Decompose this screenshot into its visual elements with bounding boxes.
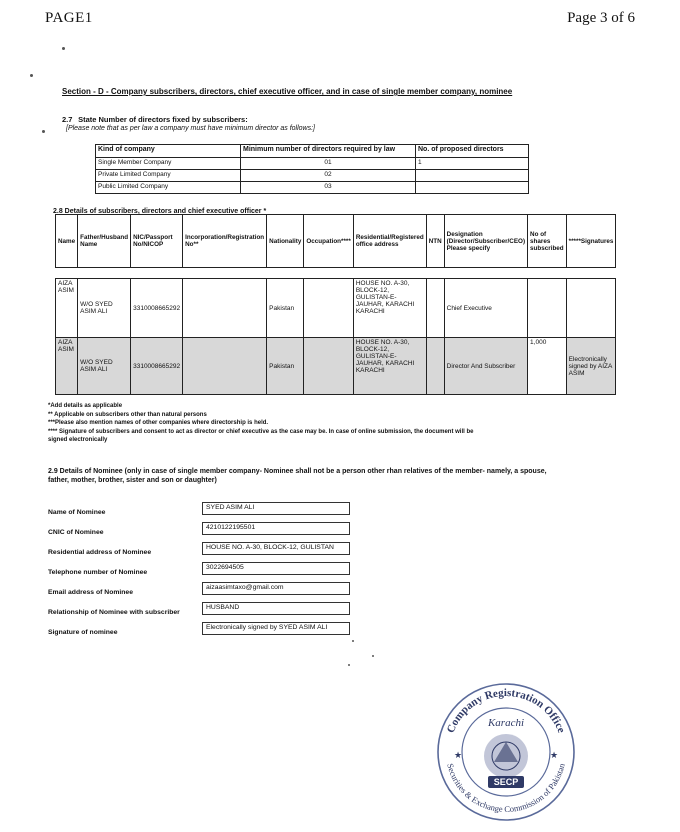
table-cell: HOUSE NO. A-30, BLOCK-12, GULISTAN-E-JAUHAR, KARACHI KARACHI xyxy=(353,338,426,395)
table-header-row xyxy=(96,145,529,158)
section-2-7-number: 2.7 xyxy=(62,115,73,124)
nominee-relationship-label: Relationship of Nominee with subscriber xyxy=(48,609,180,616)
star-icon: ★ xyxy=(454,750,463,760)
table-header: Name xyxy=(56,215,78,268)
table-cell xyxy=(528,279,567,338)
footnote: ***Please also mention names of other companies where directorship is held. xyxy=(48,420,269,426)
table-cell: Pakistan xyxy=(267,279,304,338)
table-header-row xyxy=(56,215,616,268)
table-cell: W/O SYED ASIM ALI xyxy=(78,338,131,395)
section-2-8-title: 2.8 Details of subscribers, directors and chief executive officer * xyxy=(53,208,267,215)
nominee-phone-label: Telephone number of Nominee xyxy=(48,569,148,576)
table-cell: Chief Executive xyxy=(444,279,527,338)
table-header: Designation (Director/Subscriber/CEO) Please specify xyxy=(444,215,527,268)
nominee-relationship-field: HUSBAND xyxy=(202,602,350,615)
table-header: Father/Husband Name xyxy=(78,215,131,268)
table-cell: 1,000 xyxy=(528,338,567,395)
nominee-cnic-field: 4210122195501 xyxy=(202,522,350,535)
seal-city-text: Karachi xyxy=(487,717,525,729)
table-cell: 01 xyxy=(241,158,416,170)
nominee-name-label: Name of Nominee xyxy=(48,509,106,516)
seal-emblem-icon xyxy=(484,734,528,778)
nominee-email-field: aizaasimtaxo@gmail.com xyxy=(202,582,350,595)
table-cell: AIZA ASIM xyxy=(56,338,78,395)
table-header: Minimum number of directors required by law xyxy=(241,145,416,158)
table-cell xyxy=(56,268,616,279)
stray-mark xyxy=(352,640,354,642)
table-header: No. of proposed directors xyxy=(416,145,529,158)
table-header: No of shares subscribed xyxy=(528,215,567,268)
table-header: *****Signatures xyxy=(566,215,616,268)
table-cell: Pakistan xyxy=(267,338,304,395)
table-cell: Single Member Company xyxy=(96,158,241,170)
subscribers-table xyxy=(55,214,616,395)
table-cell: AIZA ASIM xyxy=(56,279,78,338)
table-row xyxy=(56,279,616,338)
page-label: PAGE1 xyxy=(45,10,93,26)
table-cell xyxy=(183,279,267,338)
table-header: Nationality xyxy=(267,215,304,268)
table-cell: 03 xyxy=(241,182,416,194)
seal-bottom-text: Securities & Exchange Commission of Pakistan xyxy=(445,762,567,815)
table-cell xyxy=(426,279,444,338)
stray-mark xyxy=(62,47,65,50)
stray-mark xyxy=(372,655,374,657)
table-cell: 02 xyxy=(241,170,416,182)
table-header: NIC/Passport No/NICOP xyxy=(131,215,183,268)
table-cell xyxy=(183,338,267,395)
section-2-9-title: 2.9 Details of Nominee (only in case of single member company- Nominee shall not be a person other rhan relatives of the member- namely, a spouse, father, mother, brother, sister and son or daughter) xyxy=(48,468,547,484)
nominee-cnic-label: CNIC of Nominee xyxy=(48,529,104,536)
nominee-phone-field: 3022694505 xyxy=(202,562,350,575)
table-cell: 3310008665292 xyxy=(131,338,183,395)
table-cell: HOUSE NO. A-30, BLOCK-12, GULISTAN-E-JAUHAR, KARACHI KARACHI xyxy=(353,279,426,338)
table-cell xyxy=(416,170,529,182)
stray-mark xyxy=(30,74,33,77)
table-cell: 3310008665292 xyxy=(131,279,183,338)
stray-mark xyxy=(42,130,45,133)
table-cell: W/O SYED ASIM ALI xyxy=(78,279,131,338)
footnote: ** Applicable on subscribers other than natural persons xyxy=(48,411,207,418)
table-header: Kind of company xyxy=(96,145,241,158)
section-2-7-note: [Please note that as per law a company must have minimum director as follows:] xyxy=(66,125,315,132)
table-row xyxy=(96,158,529,170)
nominee-signature-field: Electronically signed by SYED ASIM ALI xyxy=(202,622,350,635)
footnote: **** Signature of subscribers and consent to act as director or chief executive as the case may be. In case of online submission, the document will be signed electronically xyxy=(48,428,474,443)
registration-seal xyxy=(432,672,580,822)
table-spacer xyxy=(56,268,616,279)
page-number: Page 3 of 6 xyxy=(567,10,635,26)
star-icon: ★ xyxy=(550,750,559,760)
section-title: Section - D - Company subscribers, directors, chief executive officer, and in case of single member company, nominee xyxy=(62,87,513,96)
footnote: *Add details as applicable xyxy=(48,403,123,409)
nominee-name-field: SYED ASIM ALI xyxy=(202,502,350,515)
table-cell: Electronically signed by AIZA ASIM xyxy=(566,338,616,395)
table-header: Incorporation/Registration No** xyxy=(183,215,267,268)
table-cell xyxy=(416,182,529,194)
directors-table xyxy=(95,144,529,194)
table-cell xyxy=(304,279,353,338)
table-header: NTN xyxy=(426,215,444,268)
table-cell xyxy=(426,338,444,395)
table-cell: Director And Subscriber xyxy=(444,338,527,395)
table-cell: 1 xyxy=(416,158,529,170)
table-cell xyxy=(566,279,616,338)
seal-top-text: Company Registration Office xyxy=(444,686,568,735)
nominee-email-label: Email address of Nominee xyxy=(48,589,133,596)
nominee-address-label: Residential address of Nominee xyxy=(48,549,152,556)
table-row xyxy=(56,338,616,395)
table-row xyxy=(96,182,529,194)
seal-badge-text: SECP xyxy=(493,777,519,787)
footnotes xyxy=(48,402,478,445)
stray-mark xyxy=(348,664,350,666)
section-2-7-heading: State Number of directors fixed by subscribers: xyxy=(78,115,248,124)
table-cell xyxy=(304,338,353,395)
section-2-7-title xyxy=(62,115,248,124)
table-header: Residential/Registered office address xyxy=(353,215,426,268)
table-cell: Public Limited Company xyxy=(96,182,241,194)
nominee-signature-label: Signature of nominee xyxy=(48,629,118,636)
table-cell: Private Limited Company xyxy=(96,170,241,182)
table-header: Occupation**** xyxy=(304,215,353,268)
nominee-address-field: HOUSE NO. A-30, BLOCK-12, GULISTAN xyxy=(202,542,350,555)
table-row xyxy=(96,170,529,182)
